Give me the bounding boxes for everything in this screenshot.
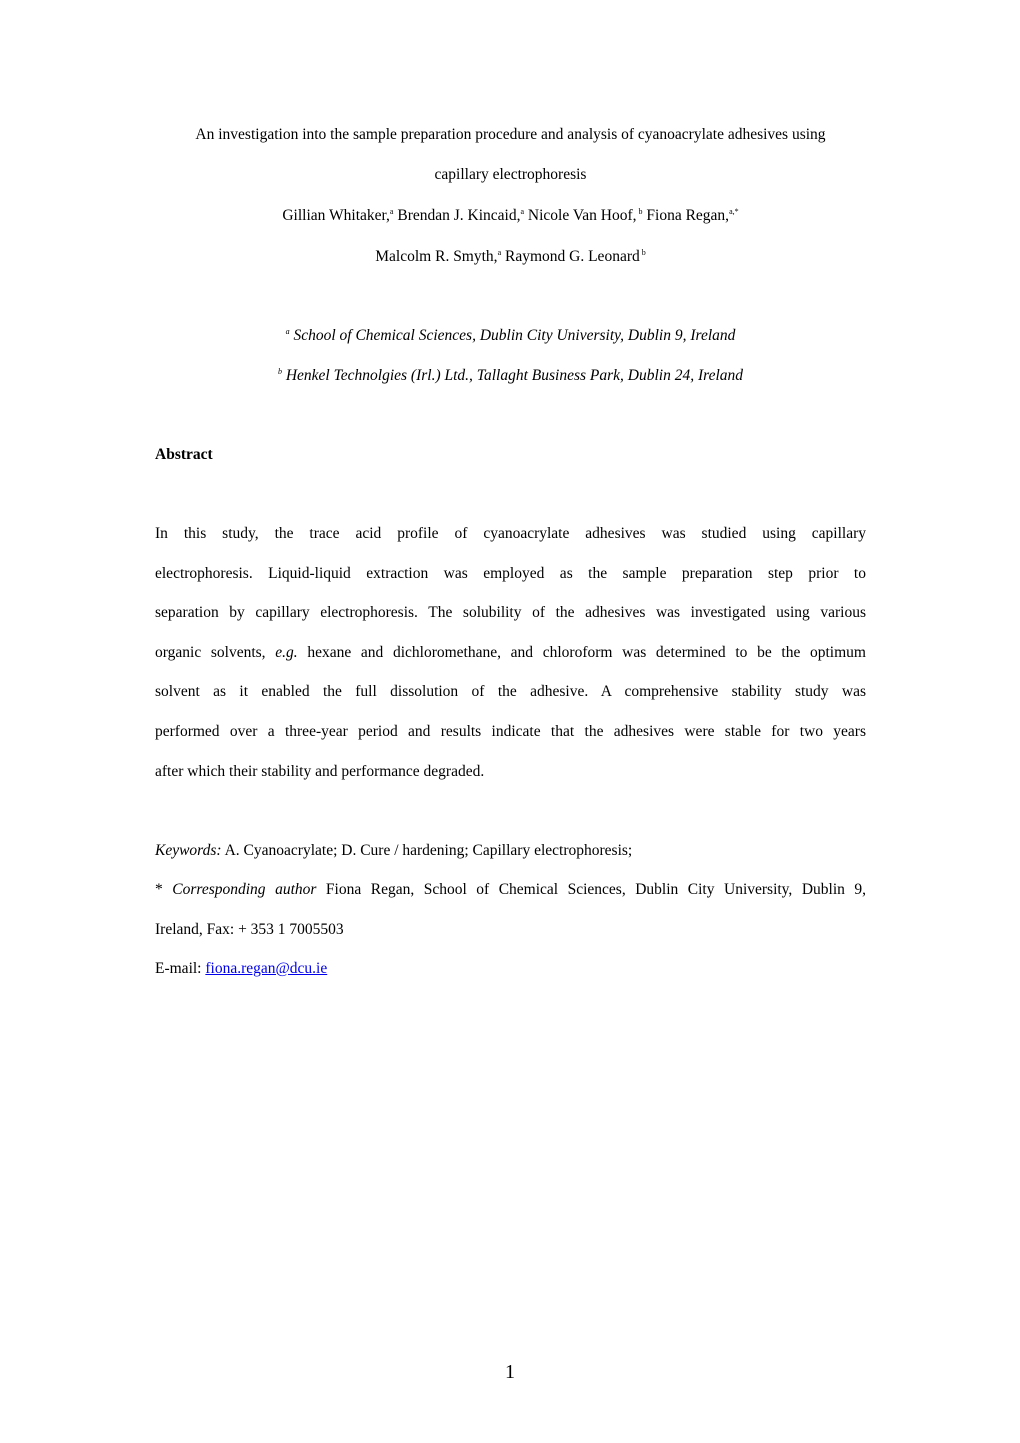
abstract-line: separation by capillary electrophoresis. The solubility of the adhesives was investigated using various [155,604,866,621]
author-name: Gillian Whitaker, [282,207,390,224]
author-affiliation-mark: b [636,207,643,216]
author-affiliation-mark: a,* [729,207,739,216]
corresponding-author-line-1 [155,880,866,900]
affiliation-a [155,326,866,346]
author-affiliation-mark: a [389,207,394,216]
abstract-line: electrophoresis. Liquid-liquid extraction was employed as the sample preparation step prior to [155,565,866,582]
author-name: Malcolm R. Smyth, [375,248,498,265]
author-name: Nicole Van Hoof, [524,207,637,224]
corresponding-author-line-2: Ireland, Fax: + 353 1 7005503 [155,921,344,938]
affiliation-mark: a [285,327,290,336]
affiliation-mark: b [277,367,282,376]
authors-line-1 [155,206,866,226]
affiliation-text: Henkel Technolgies (Irl.) Ltd., Tallaght Business Park, Dublin 24, Ireland [281,367,744,384]
keywords-label: Keywords: [155,842,222,859]
corresponding-star: * [155,881,173,898]
abstract-line: after which their stability and performance degraded. [155,763,485,780]
corresponding-text: Fiona Regan, School of Chemical Sciences, Dublin City University, Dublin 9, [316,881,867,898]
author-affiliation-mark: b [639,248,646,257]
paper-title-line-1: An investigation into the sample preparation procedure and analysis of cyanoacrylate adhesives using [195,126,826,143]
author-name: Raymond G. Leonard [501,248,640,265]
abstract-text: hexane and dichloromethane, and chloroform was determined to be the optimum [297,644,866,661]
email-link[interactable]: fiona.regan@dcu.ie [205,960,328,977]
email-line [155,959,866,979]
abstract-line: performed over a three-year period and results indicate that the adhesives were stable for two years [155,723,866,740]
keywords [155,841,866,861]
corresponding-label: Corresponding author [172,881,317,898]
page-number: 1 [505,1361,515,1383]
paper-title-line-2: capillary electrophoresis [434,166,587,183]
author-name: Fiona Regan, [642,207,730,224]
affiliation-text: School of Chemical Sciences, Dublin City University, Dublin 9, Ireland [289,327,736,344]
abstract-line: In this study, the trace acid profile of cyanoacrylate adhesives was studied using capillary [155,525,866,542]
email-label: E-mail: [155,960,206,977]
abstract-heading: Abstract [155,446,213,463]
abstract-line [155,643,866,663]
abstract-text: organic solvents, [155,644,276,661]
author-affiliation-mark: a [497,248,502,257]
authors-line-2 [155,247,866,267]
affiliation-b [155,366,866,386]
abstract-line: solvent as it enabled the full dissolution of the adhesive. A comprehensive stability study was [155,683,866,700]
abstract-text-italic: e.g. [275,644,298,661]
keywords-text: A. Cyanoacrylate; D. Cure / hardening; Capillary electrophoresis; [221,842,633,859]
author-affiliation-mark: a [520,207,525,216]
author-name: Brendan J. Kincaid, [393,207,521,224]
